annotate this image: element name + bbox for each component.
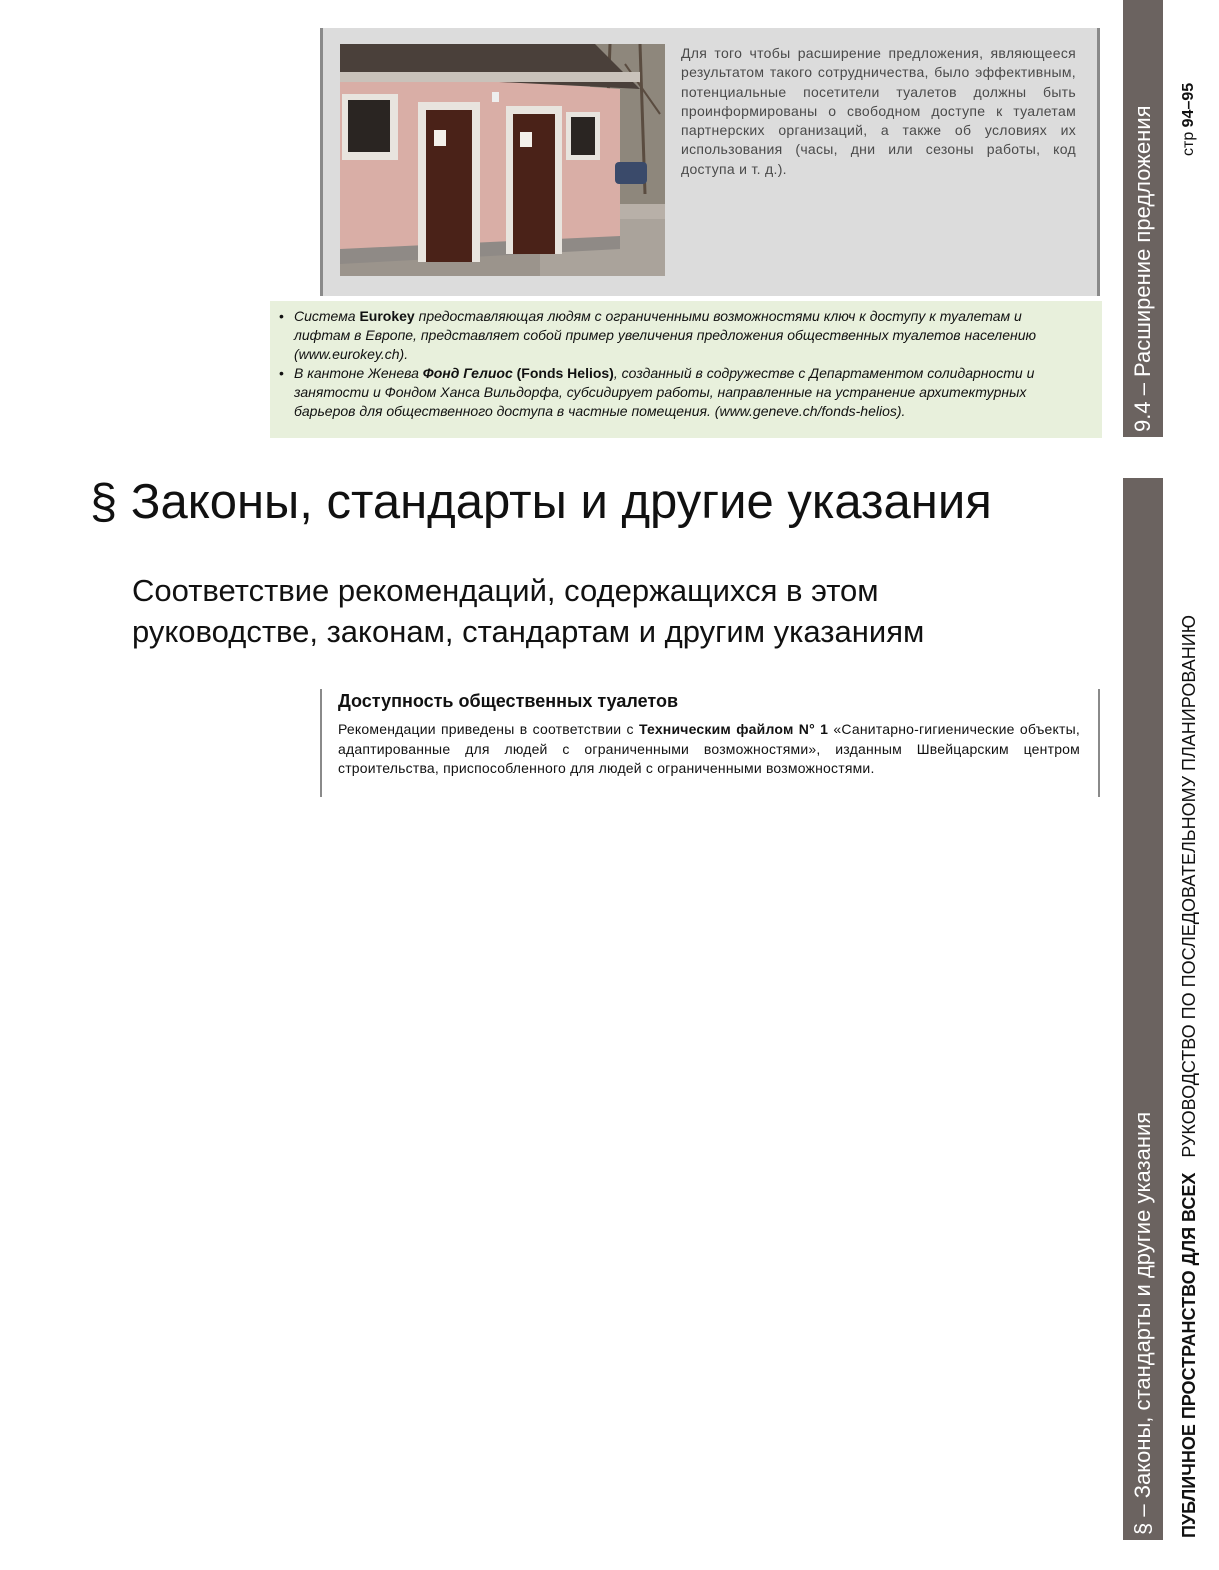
toilet-building-photo xyxy=(340,44,665,276)
bullet-icon: • xyxy=(279,308,284,324)
accessibility-text: Рекомендации приведены в соответствии с Техническим файлом N° 1 «Санитарно-гигиенические объекты, адаптированные для людей с ограниченными возможностями», изданным Швейцарским центром строительства, приспособленного для людей с ограниченными возможностями. xyxy=(338,721,1080,776)
list-item-helios: • В кантоне Женева Фонд Гелиос (Fonds Helios), созданный в содружестве с Департаментом солидарности и занятости и Фондом Ханса Вильдорфа, субсидирует работы, направленные на устранение архитектурных барьеров для общественного доступа в частные помещения. (www.geneve.ch/fonds-helios). xyxy=(279,365,1035,419)
page-reference: стр 94–95 xyxy=(1180,82,1197,156)
list-item-eurokey: • Система Eurokey предоставляющая людям с ограниченными возможностями ключ к доступу к туалетам и лифтам в Европе, представляет собой пример увеличения предложения общественных туалетов населению (www.eurokey.ch). xyxy=(279,308,1037,362)
book-title: ПУБЛИЧНОЕ ПРОСТРАНСТВО ДЛЯ ВСЕХ РУКОВОДСТВО ПО ПОСЛЕДОВАТЕЛЬНОМУ ПЛАНИРОВАНИЮ xyxy=(1179,615,1199,1538)
examples-box xyxy=(270,301,1102,438)
bullet-icon: • xyxy=(279,365,284,381)
info-text: Для того чтобы расширение предложения, являющееся результатом такого сотрудничества, было эффективным, потенциальные посетители туалетов должны быть проинформированы о свободном доступе к туалетам партнерских организаций, а также об условиях их использования (часы, дни или сезоны работы, код доступа и т. д.). xyxy=(681,45,1076,177)
accessibility-title: Доступность общественных туалетов xyxy=(338,691,679,711)
toilet-building-illustration xyxy=(340,44,665,276)
accessibility-box xyxy=(320,689,1100,797)
section-heading: § Законы, стандарты и другие указания xyxy=(90,475,992,529)
section-subheading: Соответствие рекомендаций, содержащихся в этом руководстве, законам, стандартам и другим указаниям xyxy=(132,573,925,649)
info-box xyxy=(320,28,1100,296)
sidebar-section-label: § – Законы, стандарты и другие указания xyxy=(1130,1111,1155,1535)
examples-list xyxy=(279,307,1078,421)
sidebar-chapter-label: 9.4 – Расширение предложения xyxy=(1130,105,1155,432)
